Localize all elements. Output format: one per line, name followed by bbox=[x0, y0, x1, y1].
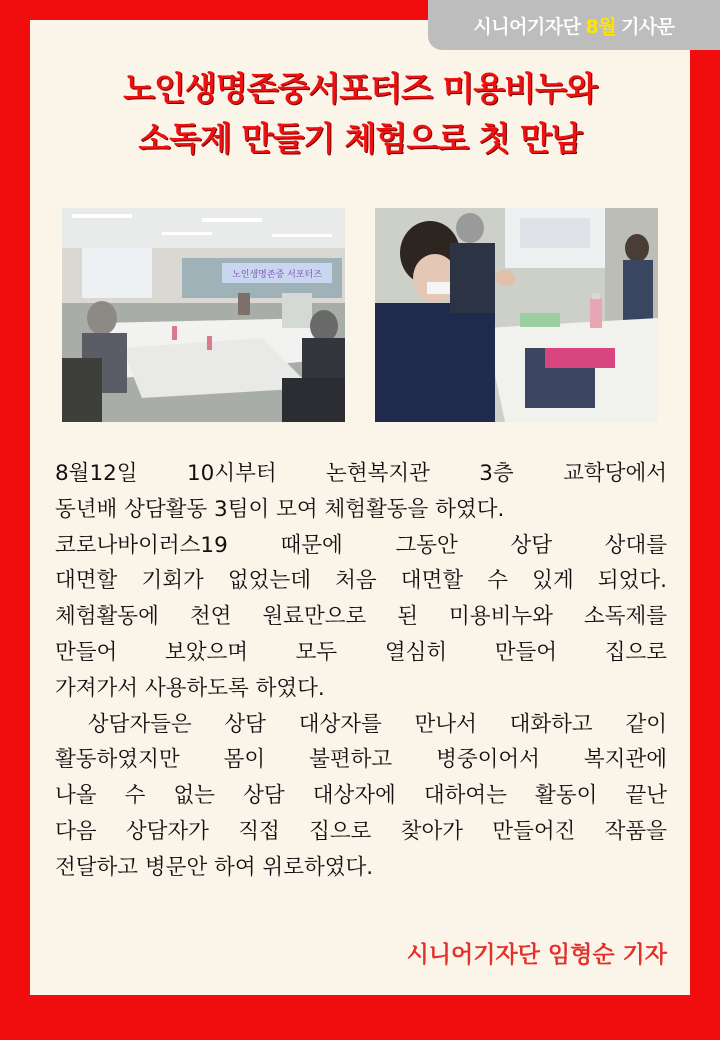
body-line: 8월12일 10시부터 논현복지관 3층 교학당에서 bbox=[55, 461, 667, 486]
body-line: 전달하고 병문안 하여 위로하였다. bbox=[55, 854, 374, 880]
badge-month: 8월 bbox=[585, 15, 617, 38]
activity-photo bbox=[375, 208, 658, 422]
body-line: 체험활동에 천연 원료만으로 된 미용비누와 소독제를 bbox=[55, 604, 667, 630]
article-body bbox=[55, 456, 667, 886]
badge-suffix: 기사문 bbox=[621, 15, 675, 38]
classroom-photo bbox=[62, 208, 345, 422]
body-line: 나올 수 없는 상담 대상자에 대하여는 활동이 끝난 bbox=[55, 783, 667, 809]
badge-prefix: 시니어기자단 bbox=[473, 15, 581, 38]
reporter-byline: 시니어기자단 임형순 기자 bbox=[406, 942, 667, 968]
body-line: 활동하였지만 몸이 불편하고 병중이어서 복지관에 bbox=[55, 747, 667, 773]
banner-text: 노인생명존중 서포터즈 bbox=[232, 270, 322, 280]
body-line: 상담자들은 상담 대상자를 만나서 대화하고 같이 bbox=[55, 711, 667, 737]
title-line-2: 소독제 만들기 체험으로 첫 만남 bbox=[138, 119, 582, 158]
body-line: 대면할 기회가 없었는데 처음 대면할 수 있게 되었다. bbox=[55, 568, 667, 594]
body-line: 만들어 보았으며 모두 열심히 만들어 집으로 bbox=[55, 639, 667, 665]
body-line: 코로나바이러스19 때문에 그동안 상담 상대를 bbox=[55, 532, 667, 558]
article-title bbox=[30, 64, 690, 164]
category-badge bbox=[428, 0, 720, 50]
title-line-1: 노인생명존중서포터즈 미용비누와 bbox=[123, 69, 597, 108]
body-line: 동년배 상담활동 3팀이 모여 체험활동을 하였다. bbox=[55, 496, 505, 522]
body-line: 다음 상담자가 직접 집으로 찾아가 만들어진 작품을 bbox=[55, 818, 667, 844]
body-line: 가져가서 사용하도록 하였다. bbox=[55, 675, 325, 701]
